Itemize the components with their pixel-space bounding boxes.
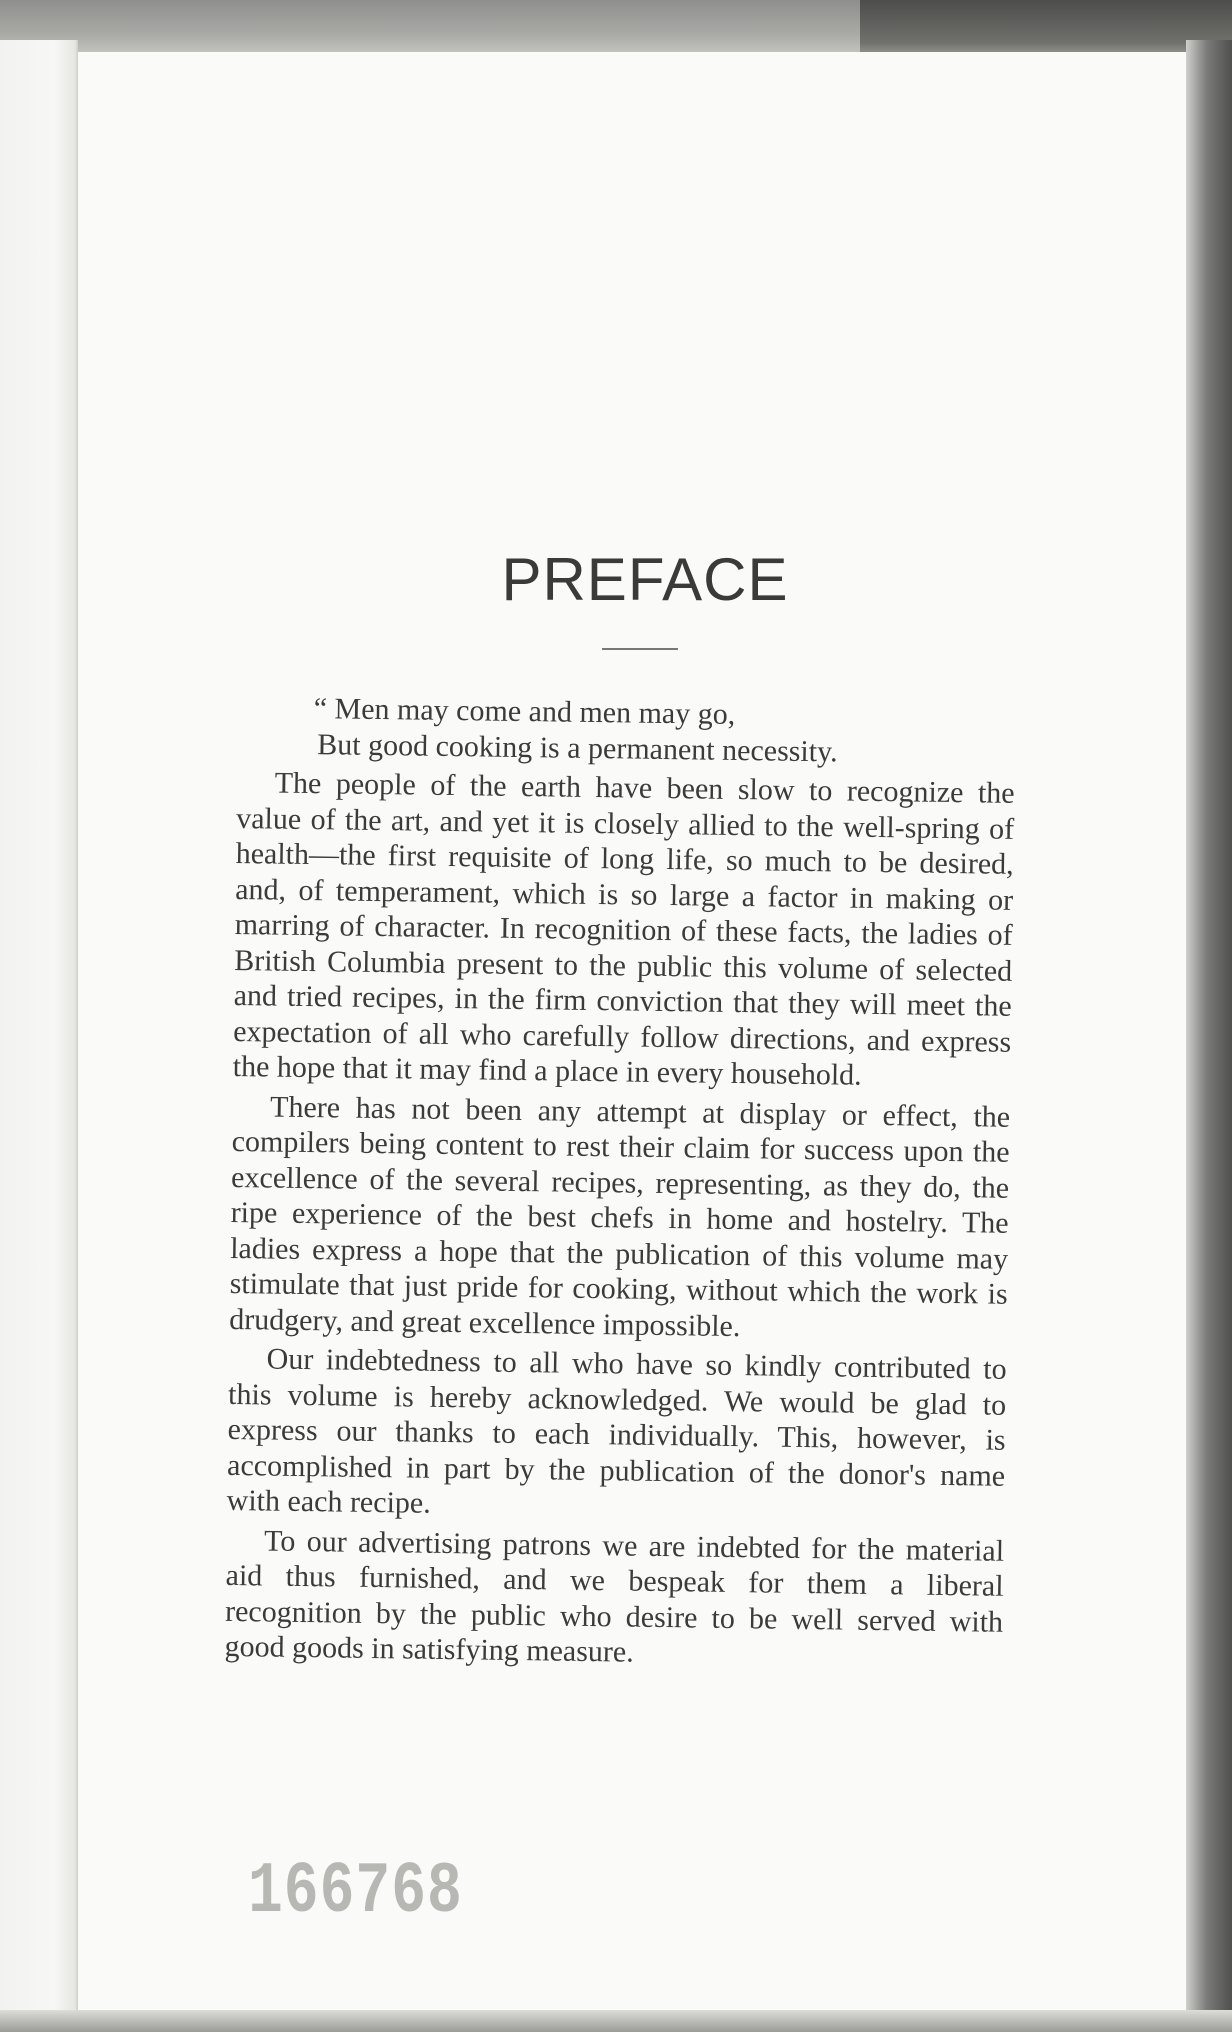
scan-bottom-edge [0,2010,1232,2032]
preface-title: PREFACE [501,546,789,613]
preface-body [224,690,1016,1675]
scan-right-edge [1186,40,1232,2032]
title-divider [602,648,678,650]
paragraph: The people of the earth have been slow to recognize the value of the art, and yet it is closely allied to the well-spring of health—the first requisite of long life, so much to be desired, and, of temperament, which is so large a factor in making or marring of character. In recognition of these facts, the ladies of British Columbia present to the public this volume of selected and tried recipes, in the firm conviction that they will meet the expectation of all who carefully follow directions, and express the hope that it may find a place in every household. [232,766,1015,1092]
paragraph: There has not been any attempt at display or effect, the compilers being content to rest their claim for success upon the excellence of the several recipes, representing, as they do, the ripe experience of the best chefs in home and hostelry. The ladies express a hope that the publication of this volume may stimulate that just pride for cooking, without which the work is drudgery, and great excellence impossible. [228,1089,1011,1343]
verse-line: “ Men may come and men may go, [313,692,736,731]
paragraph: To our advertising patrons we are indebted for the material aid thus furnished, and we bespeak for them a liberal recognition by the public who desire to be well served with good goods in satisfying measure. [224,1523,1005,1669]
verse-line: But good cooking is a permanent necessity. [317,727,838,768]
accession-number-stamp: 166768 [248,1852,463,1934]
scan-left-margin [0,40,78,2032]
paragraph: Our indebtedness to all who have so kindly contributed to this volume is hereby acknowledged. We would be glad to express our thanks to each individually. This, however, is accomplished in part by the publication of the donor's name with each recipe. [226,1342,1007,1520]
scan-top-shadow [860,0,1232,60]
